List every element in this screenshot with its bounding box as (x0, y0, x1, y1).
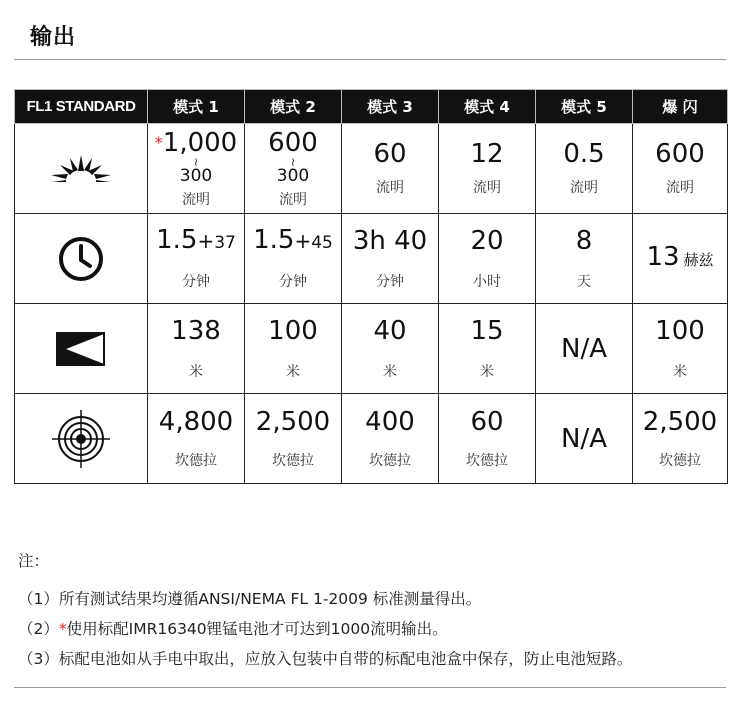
runtime-value: 8 (575, 225, 593, 256)
brightness-unit: 流明 (473, 180, 501, 196)
brightness-icon (46, 149, 116, 189)
intensity-unit: 坎德拉 (659, 452, 701, 469)
header-mode-5: 模式 5 (536, 90, 633, 124)
runtime-value: 3h 40 (352, 225, 428, 256)
range-tilde: ≀ (193, 154, 199, 169)
note-2-text: 使用标配IMR16340锂锰电池才可达到1000流明输出。 (66, 620, 448, 638)
intensity-unit: 坎德拉 (369, 452, 411, 469)
note-2-prefix: （2） (18, 620, 59, 638)
intensity-mode-4 (439, 394, 536, 484)
runtime-row (15, 214, 728, 304)
intensity-value: 400 (365, 406, 415, 437)
distance-unit: 米 (383, 363, 397, 380)
intensity-value: 4,800 (158, 406, 234, 437)
note-2 (18, 614, 632, 644)
footnote-star: * (154, 132, 163, 152)
intensity-mode-3 (342, 394, 439, 484)
intensity-value: 60 (470, 406, 504, 437)
brightness-unit: 流明 (279, 191, 307, 208)
distance-mode-3 (342, 304, 439, 394)
header-strobe: 爆 闪 (633, 90, 728, 124)
brightness-value: 600 (268, 127, 318, 158)
distance-value: 138 (171, 315, 221, 346)
distance-unit: 米 (673, 363, 687, 380)
distance-mode-2 (245, 304, 342, 394)
frequency-unit: 赫兹 (683, 251, 714, 269)
header-row (15, 90, 728, 124)
note-1: （1）所有测试结果均遵循ANSI/NEMA FL 1-2009 标准测量得出。 (18, 590, 482, 608)
runtime-icon-cell (15, 214, 148, 304)
strobe-frequency: 13 (646, 242, 680, 272)
brightness-row (15, 124, 728, 214)
range-tilde: ≀ (290, 154, 296, 169)
distance-icon-cell (15, 304, 148, 394)
brightness-low-value: 300 (276, 165, 310, 186)
intensity-unit: 坎德拉 (466, 452, 508, 469)
distance-value: 15 (470, 315, 504, 346)
spec-table (14, 89, 728, 484)
distance-value: 100 (268, 315, 318, 346)
brightness-icon-cell (15, 124, 148, 214)
header-mode-1: 模式 1 (148, 90, 245, 124)
distance-strobe (633, 304, 728, 394)
runtime-strobe (633, 214, 728, 304)
distance-unit: 米 (286, 363, 300, 380)
brightness-unit: 流明 (570, 180, 598, 196)
footnote-star: * (58, 620, 67, 638)
intensity-mode-5 (536, 394, 633, 484)
brightness-unit: 流明 (182, 191, 210, 208)
not-applicable: N/A (561, 423, 607, 454)
distance-mode-1 (148, 304, 245, 394)
not-applicable: N/A (561, 333, 607, 364)
notes-heading: 注： (18, 552, 50, 570)
runtime-mode-5 (536, 214, 633, 304)
runtime-mode-1 (148, 214, 245, 304)
header-standard: FL1 STANDARD (15, 90, 148, 124)
brightness-mode-2 (245, 124, 342, 214)
target-icon (50, 408, 112, 470)
runtime-value: 1.5 (253, 225, 295, 255)
header-mode-4: 模式 4 (439, 90, 536, 124)
intensity-unit: 坎德拉 (272, 452, 314, 469)
runtime-unit: 分钟 (279, 274, 307, 290)
header-mode-3: 模式 3 (342, 90, 439, 124)
brightness-unit: 流明 (666, 180, 694, 196)
brightness-strobe (633, 124, 728, 214)
clock-icon (56, 234, 106, 284)
runtime-unit: 天 (577, 273, 591, 290)
brightness-low-value: 300 (179, 165, 213, 186)
runtime-mode-4 (439, 214, 536, 304)
distance-value: 100 (655, 315, 705, 346)
brightness-value: 12 (470, 139, 504, 169)
intensity-row (15, 394, 728, 484)
runtime-extra: 45 (311, 233, 333, 253)
intensity-icon-cell (15, 394, 148, 484)
brightness-mode-1 (148, 124, 245, 214)
intensity-mode-1 (148, 394, 245, 484)
runtime-unit: 分钟 (376, 273, 404, 290)
intensity-value: 2,500 (255, 406, 331, 437)
intensity-mode-2 (245, 394, 342, 484)
distance-unit: 米 (189, 363, 203, 380)
runtime-value: 1.5 (156, 225, 198, 255)
brightness-value: 600 (655, 139, 705, 169)
brightness-mode-5 (536, 124, 633, 214)
beam-distance-icon (54, 329, 108, 369)
runtime-extra: 37 (214, 233, 236, 253)
brightness-mode-4 (439, 124, 536, 214)
page-title: 输出 (30, 25, 77, 50)
runtime-mode-2 (245, 214, 342, 304)
brightness-unit: 流明 (376, 180, 404, 196)
plus-sign: + (294, 229, 312, 253)
intensity-value: 2,500 (642, 406, 718, 437)
runtime-mode-3 (342, 214, 439, 304)
brightness-value: 0.5 (563, 139, 605, 169)
title-divider (14, 59, 726, 60)
runtime-unit: 分钟 (182, 274, 210, 290)
intensity-strobe (633, 394, 728, 484)
runtime-unit: 小时 (473, 273, 501, 290)
runtime-value: 20 (470, 225, 504, 256)
header-mode-2: 模式 2 (245, 90, 342, 124)
distance-mode-4 (439, 304, 536, 394)
brightness-value: 60 (373, 139, 407, 169)
note-3: （3）标配电池如从手电中取出，应放入包装中自带的标配电池盒中保存，防止电池短路。 (18, 650, 633, 668)
brightness-value: 1,000 (162, 127, 238, 158)
intensity-unit: 坎德拉 (175, 452, 217, 469)
plus-sign: + (197, 229, 215, 253)
distance-row (15, 304, 728, 394)
brightness-mode-3 (342, 124, 439, 214)
distance-unit: 米 (480, 363, 494, 380)
distance-value: 40 (373, 315, 407, 346)
notes-section (18, 546, 632, 674)
footer-divider (14, 687, 726, 688)
distance-mode-5 (536, 304, 633, 394)
